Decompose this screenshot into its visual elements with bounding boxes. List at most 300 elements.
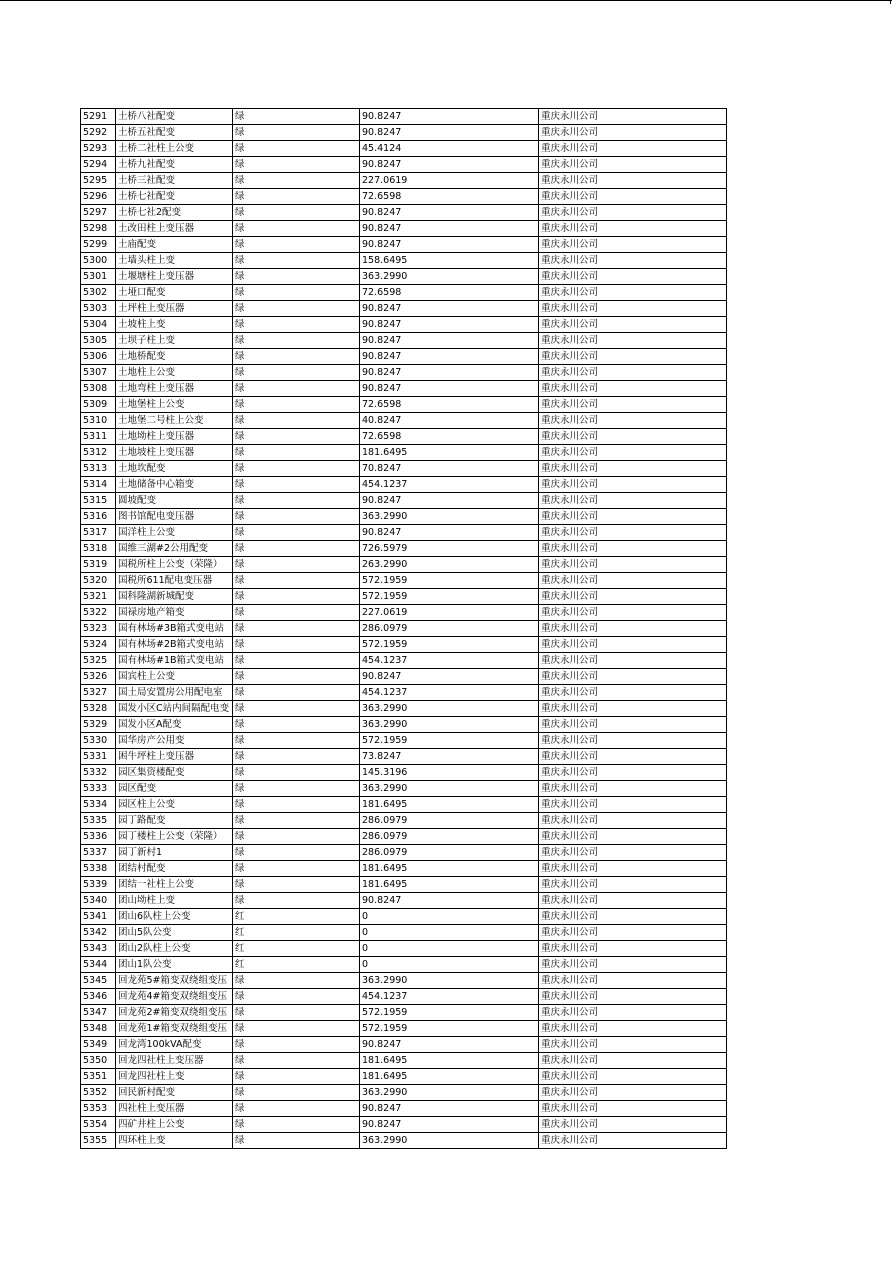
value-cell: 181.6495 — [360, 1053, 539, 1069]
value-cell: 90.8247 — [360, 1101, 539, 1117]
transformer-name-cell: 四矿井柱上公变 — [116, 1117, 233, 1133]
table-row — [81, 349, 727, 365]
transformer-name-cell: 圆坡配变 — [116, 493, 233, 509]
table-row — [81, 685, 727, 701]
transformer-name-cell: 回龙苑1#箱变双绕组变压 — [116, 1021, 233, 1037]
status-color-cell: 绿 — [233, 541, 360, 557]
row-id-cell: 5338 — [81, 861, 116, 877]
company-cell: 重庆永川公司 — [539, 621, 727, 637]
company-cell: 重庆永川公司 — [539, 925, 727, 941]
status-color-cell: 绿 — [233, 397, 360, 413]
value-cell: 572.1959 — [360, 637, 539, 653]
value-cell: 572.1959 — [360, 573, 539, 589]
status-color-cell: 绿 — [233, 237, 360, 253]
value-cell: 145.3196 — [360, 765, 539, 781]
value-cell: 286.0979 — [360, 829, 539, 845]
table-row — [81, 1101, 727, 1117]
status-color-cell: 绿 — [233, 429, 360, 445]
value-cell: 726.5979 — [360, 541, 539, 557]
table-row — [81, 1053, 727, 1069]
table-row — [81, 733, 727, 749]
company-cell: 重庆永川公司 — [539, 1085, 727, 1101]
transformer-name-cell: 土桥七社配变 — [116, 189, 233, 205]
row-id-cell: 5355 — [81, 1133, 116, 1149]
transformer-name-cell: 土坡柱上变 — [116, 317, 233, 333]
company-cell: 重庆永川公司 — [539, 301, 727, 317]
table-row — [81, 877, 727, 893]
transformer-name-cell: 团结村配变 — [116, 861, 233, 877]
row-id-cell: 5349 — [81, 1037, 116, 1053]
value-cell: 286.0979 — [360, 621, 539, 637]
value-cell: 363.2990 — [360, 269, 539, 285]
table-row — [81, 1069, 727, 1085]
transformer-name-cell: 四社柱上变压器 — [116, 1101, 233, 1117]
status-color-cell: 绿 — [233, 1101, 360, 1117]
transformer-name-cell: 回龙四社柱上变压器 — [116, 1053, 233, 1069]
company-cell: 重庆永川公司 — [539, 1021, 727, 1037]
row-id-cell: 5293 — [81, 141, 116, 157]
status-color-cell: 绿 — [233, 845, 360, 861]
status-color-cell: 绿 — [233, 653, 360, 669]
table-row — [81, 589, 727, 605]
value-cell: 90.8247 — [360, 893, 539, 909]
transformer-name-cell: 回龙苑4#箱变双绕组变压 — [116, 989, 233, 1005]
status-color-cell: 绿 — [233, 349, 360, 365]
table-row — [81, 285, 727, 301]
row-id-cell: 5303 — [81, 301, 116, 317]
row-id-cell: 5322 — [81, 605, 116, 621]
status-color-cell: 绿 — [233, 477, 360, 493]
table-row — [81, 317, 727, 333]
value-cell: 363.2990 — [360, 717, 539, 733]
status-color-cell: 绿 — [233, 685, 360, 701]
transformer-name-cell: 园丁路配变 — [116, 813, 233, 829]
transformer-name-cell: 团结一社柱上公变 — [116, 877, 233, 893]
status-color-cell: 绿 — [233, 461, 360, 477]
row-id-cell: 5304 — [81, 317, 116, 333]
status-color-cell: 绿 — [233, 285, 360, 301]
status-color-cell: 绿 — [233, 269, 360, 285]
table-row — [81, 221, 727, 237]
transformer-name-cell: 国税所柱上公变（荣隆） — [116, 557, 233, 573]
row-id-cell: 5309 — [81, 397, 116, 413]
company-cell: 重庆永川公司 — [539, 829, 727, 845]
value-cell: 363.2990 — [360, 1133, 539, 1149]
row-id-cell: 5323 — [81, 621, 116, 637]
status-color-cell: 绿 — [233, 589, 360, 605]
row-id-cell: 5305 — [81, 333, 116, 349]
value-cell: 363.2990 — [360, 509, 539, 525]
table-row — [81, 637, 727, 653]
table-row — [81, 397, 727, 413]
table-row — [81, 525, 727, 541]
value-cell: 72.6598 — [360, 285, 539, 301]
company-cell: 重庆永川公司 — [539, 637, 727, 653]
value-cell: 90.8247 — [360, 221, 539, 237]
value-cell: 90.8247 — [360, 301, 539, 317]
row-id-cell: 5301 — [81, 269, 116, 285]
company-cell: 重庆永川公司 — [539, 669, 727, 685]
status-color-cell: 绿 — [233, 301, 360, 317]
status-color-cell: 绿 — [233, 557, 360, 573]
value-cell: 90.8247 — [360, 1037, 539, 1053]
status-color-cell: 绿 — [233, 509, 360, 525]
row-id-cell: 5307 — [81, 365, 116, 381]
table-row — [81, 1005, 727, 1021]
row-id-cell: 5308 — [81, 381, 116, 397]
company-cell: 重庆永川公司 — [539, 333, 727, 349]
table-row — [81, 957, 727, 973]
transformer-name-cell: 国科隆湖新城配变 — [116, 589, 233, 605]
status-color-cell: 绿 — [233, 637, 360, 653]
transformer-name-cell: 土桥七社2配变 — [116, 205, 233, 221]
row-id-cell: 5306 — [81, 349, 116, 365]
value-cell: 158.6495 — [360, 253, 539, 269]
row-id-cell: 5300 — [81, 253, 116, 269]
row-id-cell: 5329 — [81, 717, 116, 733]
value-cell: 90.8247 — [360, 493, 539, 509]
value-cell: 454.1237 — [360, 685, 539, 701]
table-row — [81, 541, 727, 557]
table-row — [81, 557, 727, 573]
status-color-cell: 绿 — [233, 317, 360, 333]
row-id-cell: 5325 — [81, 653, 116, 669]
table-row — [81, 333, 727, 349]
value-cell: 363.2990 — [360, 781, 539, 797]
transformer-name-cell: 土地坡柱上变压器 — [116, 445, 233, 461]
row-id-cell: 5337 — [81, 845, 116, 861]
table-row — [81, 205, 727, 221]
row-id-cell: 5345 — [81, 973, 116, 989]
transformer-name-cell: 国华房产公用变 — [116, 733, 233, 749]
company-cell: 重庆永川公司 — [539, 957, 727, 973]
company-cell: 重庆永川公司 — [539, 909, 727, 925]
transformer-name-cell: 土桥八社配变 — [116, 109, 233, 125]
table-row — [81, 1021, 727, 1037]
value-cell: 72.6598 — [360, 429, 539, 445]
transformer-name-cell: 国发小区A配变 — [116, 717, 233, 733]
row-id-cell: 5310 — [81, 413, 116, 429]
row-id-cell: 5339 — [81, 877, 116, 893]
transformer-name-cell: 土坪柱上变压器 — [116, 301, 233, 317]
company-cell: 重庆永川公司 — [539, 973, 727, 989]
value-cell: 90.8247 — [360, 1117, 539, 1133]
value-cell: 363.2990 — [360, 1085, 539, 1101]
transformer-name-cell: 土桥五社配变 — [116, 125, 233, 141]
company-cell: 重庆永川公司 — [539, 861, 727, 877]
row-id-cell: 5302 — [81, 285, 116, 301]
transformer-name-cell: 土堰塘柱上变压器 — [116, 269, 233, 285]
table-row — [81, 973, 727, 989]
company-cell: 重庆永川公司 — [539, 445, 727, 461]
company-cell: 重庆永川公司 — [539, 765, 727, 781]
transformer-name-cell: 国发小区C站内间隔配电变 — [116, 701, 233, 717]
value-cell: 90.8247 — [360, 525, 539, 541]
value-cell: 363.2990 — [360, 701, 539, 717]
table-row — [81, 301, 727, 317]
row-id-cell: 5297 — [81, 205, 116, 221]
transformer-name-cell: 土地柱上公变 — [116, 365, 233, 381]
value-cell: 181.6495 — [360, 445, 539, 461]
row-id-cell: 5312 — [81, 445, 116, 461]
company-cell: 重庆永川公司 — [539, 605, 727, 621]
transformer-name-cell: 土地堡柱上公变 — [116, 397, 233, 413]
page-right-border — [890, 0, 891, 4]
value-cell: 0 — [360, 941, 539, 957]
row-id-cell: 5333 — [81, 781, 116, 797]
row-id-cell: 5351 — [81, 1069, 116, 1085]
table-row — [81, 717, 727, 733]
row-id-cell: 5291 — [81, 109, 116, 125]
transformer-name-cell: 国洋柱上公变 — [116, 525, 233, 541]
table-row — [81, 461, 727, 477]
company-cell: 重庆永川公司 — [539, 365, 727, 381]
company-cell: 重庆永川公司 — [539, 285, 727, 301]
status-color-cell: 绿 — [233, 989, 360, 1005]
table-row — [81, 1085, 727, 1101]
transformer-name-cell: 土墙头柱上变 — [116, 253, 233, 269]
transformer-name-cell: 土庙配变 — [116, 237, 233, 253]
transformer-name-cell: 回龙苑2#箱变双绕组变压 — [116, 1005, 233, 1021]
table-row — [81, 781, 727, 797]
value-cell: 70.8247 — [360, 461, 539, 477]
value-cell: 181.6495 — [360, 861, 539, 877]
transformer-name-cell: 团山5队公变 — [116, 925, 233, 941]
value-cell: 72.6598 — [360, 189, 539, 205]
status-color-cell: 绿 — [233, 333, 360, 349]
company-cell: 重庆永川公司 — [539, 317, 727, 333]
table-body — [81, 109, 727, 1149]
status-color-cell: 绿 — [233, 205, 360, 221]
row-id-cell: 5341 — [81, 909, 116, 925]
status-color-cell: 绿 — [233, 765, 360, 781]
status-color-cell: 绿 — [233, 973, 360, 989]
company-cell: 重庆永川公司 — [539, 989, 727, 1005]
transformer-name-cell: 土坝子柱上变 — [116, 333, 233, 349]
table-row — [81, 109, 727, 125]
status-color-cell: 绿 — [233, 717, 360, 733]
table-row — [81, 237, 727, 253]
transformer-name-cell: 土地桥配变 — [116, 349, 233, 365]
status-color-cell: 绿 — [233, 1021, 360, 1037]
transformer-name-cell: 园丁新村1 — [116, 845, 233, 861]
transformer-name-cell: 团山1队公变 — [116, 957, 233, 973]
table-row — [81, 701, 727, 717]
transformer-name-cell: 团山坳柱上变 — [116, 893, 233, 909]
value-cell: 90.8247 — [360, 365, 539, 381]
transformer-name-cell: 土地弯柱上变压器 — [116, 381, 233, 397]
row-id-cell: 5330 — [81, 733, 116, 749]
value-cell: 454.1237 — [360, 653, 539, 669]
row-id-cell: 5317 — [81, 525, 116, 541]
company-cell: 重庆永川公司 — [539, 941, 727, 957]
table-row — [81, 797, 727, 813]
row-id-cell: 5336 — [81, 829, 116, 845]
status-color-cell: 绿 — [233, 669, 360, 685]
table-row — [81, 253, 727, 269]
table-row — [81, 989, 727, 1005]
company-cell: 重庆永川公司 — [539, 685, 727, 701]
company-cell: 重庆永川公司 — [539, 845, 727, 861]
company-cell: 重庆永川公司 — [539, 477, 727, 493]
value-cell: 72.6598 — [360, 397, 539, 413]
table-row — [81, 189, 727, 205]
transformer-name-cell: 回龙苑5#箱变双绕组变压 — [116, 973, 233, 989]
company-cell: 重庆永川公司 — [539, 461, 727, 477]
row-id-cell: 5340 — [81, 893, 116, 909]
table-row — [81, 669, 727, 685]
row-id-cell: 5334 — [81, 797, 116, 813]
table-row — [81, 813, 727, 829]
company-cell: 重庆永川公司 — [539, 381, 727, 397]
value-cell: 286.0979 — [360, 813, 539, 829]
company-cell: 重庆永川公司 — [539, 589, 727, 605]
company-cell: 重庆永川公司 — [539, 413, 727, 429]
status-color-cell: 绿 — [233, 861, 360, 877]
transformer-name-cell: 园区集资楼配变 — [116, 765, 233, 781]
transformer-name-cell: 国有林场#2B箱式变电站 — [116, 637, 233, 653]
table-row — [81, 861, 727, 877]
status-color-cell: 绿 — [233, 1133, 360, 1149]
page-top-border — [0, 0, 892, 1]
table-row — [81, 429, 727, 445]
transformer-name-cell: 团山2队柱上公变 — [116, 941, 233, 957]
company-cell: 重庆永川公司 — [539, 525, 727, 541]
status-color-cell: 绿 — [233, 573, 360, 589]
value-cell: 90.8247 — [360, 349, 539, 365]
transformer-name-cell: 国税所611配电变压器 — [116, 573, 233, 589]
table-row — [81, 829, 727, 845]
transformer-name-cell: 土地坳柱上变压器 — [116, 429, 233, 445]
transformer-name-cell: 国宾柱上公变 — [116, 669, 233, 685]
company-cell: 重庆永川公司 — [539, 221, 727, 237]
value-cell: 90.8247 — [360, 317, 539, 333]
row-id-cell: 5299 — [81, 237, 116, 253]
status-color-cell: 绿 — [233, 109, 360, 125]
transformer-name-cell: 土地储备中心箱变 — [116, 477, 233, 493]
table-row — [81, 749, 727, 765]
value-cell: 90.8247 — [360, 669, 539, 685]
company-cell: 重庆永川公司 — [539, 1117, 727, 1133]
company-cell: 重庆永川公司 — [539, 813, 727, 829]
status-color-cell: 红 — [233, 957, 360, 973]
company-cell: 重庆永川公司 — [539, 509, 727, 525]
row-id-cell: 5320 — [81, 573, 116, 589]
table-row — [81, 653, 727, 669]
status-color-cell: 绿 — [233, 797, 360, 813]
row-id-cell: 5343 — [81, 941, 116, 957]
row-id-cell: 5342 — [81, 925, 116, 941]
status-color-cell: 绿 — [233, 365, 360, 381]
company-cell: 重庆永川公司 — [539, 1053, 727, 1069]
table-row — [81, 925, 727, 941]
company-cell: 重庆永川公司 — [539, 893, 727, 909]
status-color-cell: 绿 — [233, 445, 360, 461]
row-id-cell: 5296 — [81, 189, 116, 205]
row-id-cell: 5331 — [81, 749, 116, 765]
transformer-name-cell: 团山6队柱上公变 — [116, 909, 233, 925]
value-cell: 181.6495 — [360, 1069, 539, 1085]
value-cell: 90.8247 — [360, 237, 539, 253]
transformer-name-cell: 困牛坪柱上变压器 — [116, 749, 233, 765]
status-color-cell: 绿 — [233, 893, 360, 909]
transformer-name-cell: 土垭口配变 — [116, 285, 233, 301]
row-id-cell: 5315 — [81, 493, 116, 509]
value-cell: 572.1959 — [360, 589, 539, 605]
row-id-cell: 5292 — [81, 125, 116, 141]
value-cell: 181.6495 — [360, 877, 539, 893]
table-row — [81, 365, 727, 381]
status-color-cell: 绿 — [233, 1005, 360, 1021]
table-row — [81, 1133, 727, 1149]
row-id-cell: 5295 — [81, 173, 116, 189]
row-id-cell: 5348 — [81, 1021, 116, 1037]
company-cell: 重庆永川公司 — [539, 189, 727, 205]
table-row — [81, 1037, 727, 1053]
status-color-cell: 绿 — [233, 877, 360, 893]
table-row — [81, 125, 727, 141]
company-cell: 重庆永川公司 — [539, 797, 727, 813]
transformer-name-cell: 国维三湖#2公用配变 — [116, 541, 233, 557]
value-cell: 90.8247 — [360, 333, 539, 349]
status-color-cell: 绿 — [233, 605, 360, 621]
transformer-name-cell: 图书馆配电变压器 — [116, 509, 233, 525]
row-id-cell: 5313 — [81, 461, 116, 477]
status-color-cell: 绿 — [233, 701, 360, 717]
value-cell: 73.8247 — [360, 749, 539, 765]
company-cell: 重庆永川公司 — [539, 717, 727, 733]
value-cell: 45.4124 — [360, 141, 539, 157]
status-color-cell: 红 — [233, 925, 360, 941]
row-id-cell: 5352 — [81, 1085, 116, 1101]
status-color-cell: 绿 — [233, 749, 360, 765]
value-cell: 0 — [360, 925, 539, 941]
status-color-cell: 绿 — [233, 829, 360, 845]
value-cell: 572.1959 — [360, 1005, 539, 1021]
status-color-cell: 绿 — [233, 733, 360, 749]
value-cell: 286.0979 — [360, 845, 539, 861]
status-color-cell: 绿 — [233, 173, 360, 189]
transformer-name-cell: 土桥三社配变 — [116, 173, 233, 189]
company-cell: 重庆永川公司 — [539, 1069, 727, 1085]
status-color-cell: 绿 — [233, 493, 360, 509]
transformer-name-cell: 国禄房地产箱变 — [116, 605, 233, 621]
status-color-cell: 绿 — [233, 189, 360, 205]
company-cell: 重庆永川公司 — [539, 205, 727, 221]
transformer-name-cell: 土改田柱上变压器 — [116, 221, 233, 237]
company-cell: 重庆永川公司 — [539, 269, 727, 285]
status-color-cell: 绿 — [233, 221, 360, 237]
company-cell: 重庆永川公司 — [539, 349, 727, 365]
company-cell: 重庆永川公司 — [539, 749, 727, 765]
company-cell: 重庆永川公司 — [539, 429, 727, 445]
row-id-cell: 5350 — [81, 1053, 116, 1069]
row-id-cell: 5353 — [81, 1101, 116, 1117]
company-cell: 重庆永川公司 — [539, 125, 727, 141]
transformer-name-cell: 园丁楼柱上公变（荣隆） — [116, 829, 233, 845]
row-id-cell: 5335 — [81, 813, 116, 829]
value-cell: 227.0619 — [360, 173, 539, 189]
table-row — [81, 909, 727, 925]
status-color-cell: 绿 — [233, 141, 360, 157]
status-color-cell: 红 — [233, 909, 360, 925]
row-id-cell: 5319 — [81, 557, 116, 573]
table-row — [81, 621, 727, 637]
value-cell: 572.1959 — [360, 1021, 539, 1037]
company-cell: 重庆永川公司 — [539, 653, 727, 669]
row-id-cell: 5324 — [81, 637, 116, 653]
table-row — [81, 605, 727, 621]
